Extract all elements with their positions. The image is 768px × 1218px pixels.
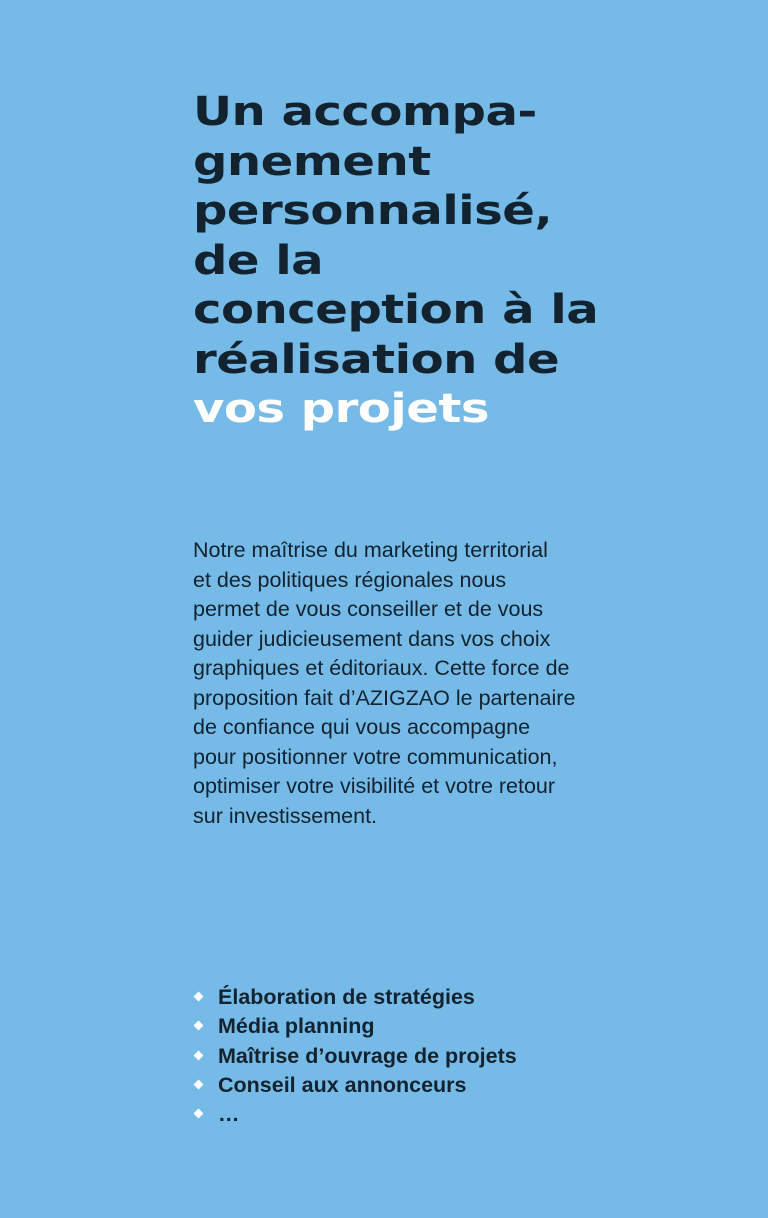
list-item (193, 983, 517, 1012)
paragraph-line: et des politiques régionales nous (193, 567, 507, 592)
diamond-bullet-icon (194, 1109, 204, 1119)
diamond-bullet-icon (194, 992, 204, 1002)
paragraph-line: guider judicieusement dans vos choix (193, 626, 551, 651)
headline-line: de la (193, 237, 324, 284)
paragraph-line: pour positionner votre communication, (193, 744, 558, 769)
list-item (193, 1012, 517, 1041)
diamond-bullet-icon (194, 1021, 204, 1031)
list-item (193, 1042, 517, 1071)
paragraph-line: proposition fait d’AZIGZAO le partenaire (193, 685, 576, 710)
paragraph-line: Notre maîtrise du marketing territorial (193, 538, 548, 562)
headline-line: gnement (193, 138, 431, 185)
service-label: Conseil aux annonceurs (218, 1072, 467, 1097)
services-list (193, 983, 517, 1129)
paragraph-line: optimiser votre visibilité et votre retour (193, 774, 556, 798)
paragraph-line: de confiance qui vous accompagne (193, 715, 531, 739)
headline-highlight: vos projets (193, 385, 489, 433)
headline-line: réalisation de (193, 336, 560, 383)
service-label: Média planning (218, 1014, 375, 1039)
intro-paragraph (193, 536, 663, 831)
paragraph-line: sur investissement. (193, 803, 378, 828)
headline-line: Un accompa- (193, 88, 537, 136)
list-item (193, 1071, 517, 1100)
service-label: Maîtrise d’ouvrage de projets (218, 1043, 517, 1068)
service-label: … (218, 1102, 240, 1127)
paragraph-line: permet de vous conseiller et de vous (193, 597, 544, 621)
service-label: Élaboration de stratégies (218, 985, 475, 1009)
paragraph-line: graphiques et éditoriaux. Cette force de (193, 656, 570, 680)
page-headline (193, 88, 753, 435)
headline-line: conception à la (193, 286, 599, 334)
diamond-bullet-icon (194, 1050, 204, 1060)
list-item (193, 1100, 517, 1129)
headline-line: personnalisé, (193, 187, 553, 235)
diamond-bullet-icon (194, 1079, 204, 1089)
